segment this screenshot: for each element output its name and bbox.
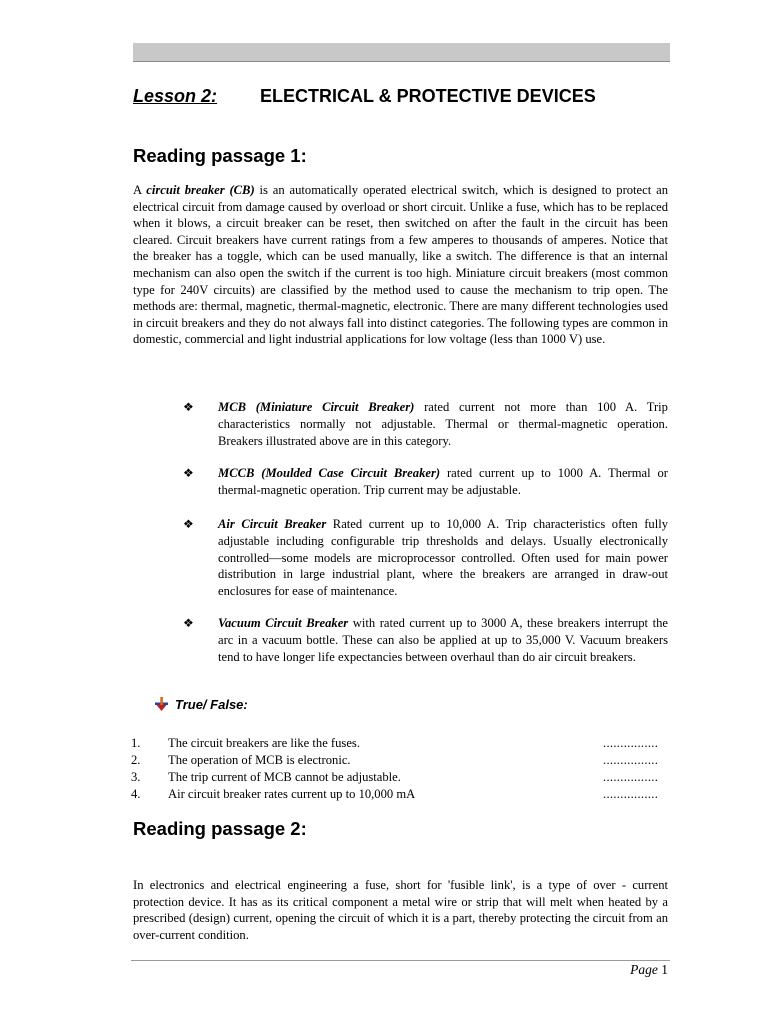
passage-1-heading: Reading passage 1: bbox=[133, 145, 307, 166]
diamond-bullet-icon: ❖ bbox=[183, 400, 194, 414]
lesson-title: ELECTRICAL & PROTECTIVE DEVICES bbox=[260, 86, 596, 106]
header-bar bbox=[133, 43, 670, 62]
bullet-term: Air Circuit Breaker bbox=[218, 517, 327, 531]
passage-1-text bbox=[133, 182, 668, 348]
bullet-item bbox=[183, 465, 668, 499]
bullet-text: rated current not more than 100 A. Trip characteristics normally not adjustable. Thermal or thermal-magnetic operation. Breakers illustrated above are in this category. bbox=[218, 400, 668, 448]
lesson-heading bbox=[133, 86, 596, 107]
diamond-bullet-icon: ❖ bbox=[183, 616, 194, 630]
question-text: The trip current of MCB cannot be adjustable. bbox=[168, 770, 401, 784]
intro-term: circuit breaker (CB) bbox=[146, 183, 255, 197]
question-item bbox=[131, 752, 671, 769]
answer-blank: ................ bbox=[603, 753, 659, 767]
question-text: The operation of MCB is electronic. bbox=[168, 753, 351, 767]
true-false-label: True/ False: bbox=[175, 697, 248, 712]
question-number: 3. bbox=[131, 770, 141, 784]
diamond-bullet-icon: ❖ bbox=[183, 466, 194, 480]
bullet-item bbox=[183, 516, 668, 600]
bullet-term: Vacuum Circuit Breaker bbox=[218, 616, 349, 630]
question-item bbox=[131, 735, 671, 752]
down-arrow-icon bbox=[154, 697, 170, 711]
true-false-list bbox=[131, 735, 671, 803]
page-number-value: 1 bbox=[661, 962, 668, 977]
question-number: 1. bbox=[131, 736, 141, 750]
intro-lead: A bbox=[133, 183, 147, 197]
bullet-text: rated current up to 1000 A. Thermal or thermal-magnetic operation. Trip current may be adjustable. bbox=[218, 466, 668, 497]
question-number: 4. bbox=[131, 787, 141, 801]
lesson-label: Lesson 2: bbox=[133, 86, 218, 106]
bullet-text: Rated current up to 10,000 A. Trip characteristics often fully adjustable including configurable trip thresholds and delays. Usually electronically controlled—some models are microprocessor controlled. Often used for main power distribution in large industrial plant, where the breakers are arranged in draw-out enclosures for ease of maintenance. bbox=[218, 517, 668, 599]
page-label: Page bbox=[630, 962, 658, 977]
bullet-item bbox=[183, 399, 668, 449]
question-item bbox=[131, 769, 671, 786]
bullet-text: with rated current up to 3000 A, these breakers interrupt the arc in a vacuum bottle. These can also be applied at up to 35,000 V. Vacuum breakers tend to have longer life expectancies between overhaul than do air circuit breakers. bbox=[218, 616, 668, 664]
footer-rule bbox=[131, 960, 670, 961]
diamond-bullet-icon: ❖ bbox=[183, 517, 194, 531]
bullet-term: MCB (Miniature Circuit Breaker) bbox=[218, 400, 415, 414]
true-false-heading bbox=[154, 697, 248, 712]
answer-blank: ................ bbox=[603, 787, 659, 801]
answer-blank: ................ bbox=[603, 770, 659, 784]
question-text: Air circuit breaker rates current up to 10,000 mA bbox=[168, 787, 416, 801]
question-item bbox=[131, 786, 671, 803]
question-text: The circuit breakers are like the fuses. bbox=[168, 736, 360, 750]
page-number bbox=[630, 962, 668, 978]
intro-body: is an automatically operated electrical switch, which is designed to protect an electrical circuit from damage caused by overload or short circuit. Unlike a fuse, which has to be replaced when it blows, a circuit breaker can be reset, then switched on after the fault in the circuit has been cleared. Circuit breakers have current ratings from a few amperes to thousands of amperes. Notice that the breaker has a toggle, which can be used manually, like a switch. The difference is that an internal mechanism can also open the switch if the current is too high. Miniature circuit breakers (most common type for 240V circuits) are classified by the method used to cause the mechanism to trip open. The methods are: thermal, magnetic, thermal-magnetic, electronic. There are many different technologies used in circuit breakers and they do not always fall into distinct categories. The following types are common in domestic, commercial and light industrial applications for low voltage (less than 1000 V) use. bbox=[133, 183, 668, 347]
bullet-item bbox=[183, 615, 668, 665]
bullet-term: MCCB (Moulded Case Circuit Breaker) bbox=[218, 466, 441, 480]
passage-2-heading: Reading passage 2: bbox=[133, 818, 307, 839]
passage-2-text: In electronics and electrical engineering a fuse, short for 'fusible link', is a type of over - current protection device. It has as its critical component a metal wire or strip that will melt when heated by a prescribed (design) current, opening the circuit of which it is a part, thereby protecting the circuit from an over-current condition. bbox=[133, 878, 668, 942]
question-number: 2. bbox=[131, 753, 141, 767]
answer-blank: ................ bbox=[603, 736, 659, 750]
